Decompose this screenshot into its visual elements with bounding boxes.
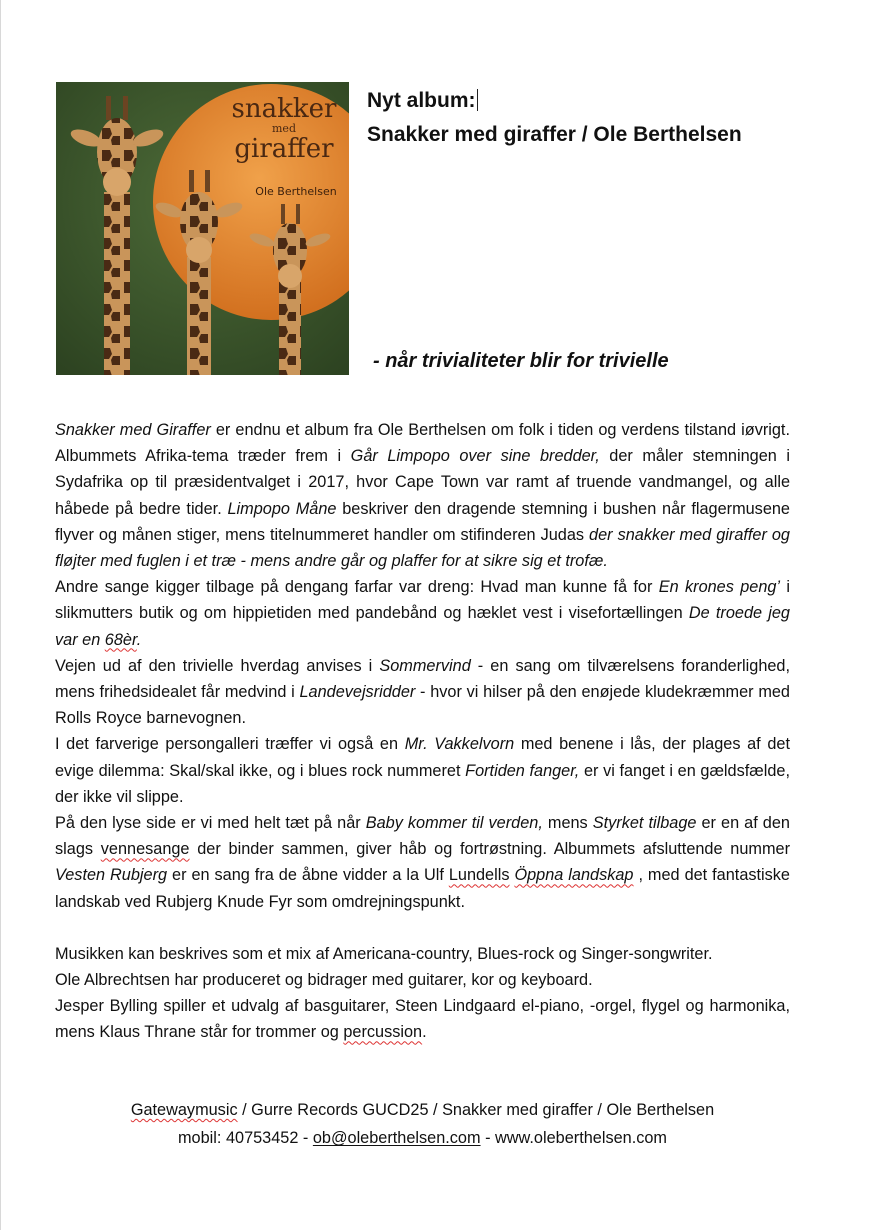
text-run: En krones peng’ bbox=[658, 578, 781, 597]
text-run: . bbox=[136, 630, 142, 649]
text-run: Andre sange kigger tilbage på dengang farfar var dreng: Hvad man kunne få for bbox=[55, 578, 659, 597]
paragraph-gap bbox=[55, 915, 790, 941]
text-run: mens bbox=[542, 814, 593, 833]
text-run: er endnu et album fra Ole Berthelsen om folk i tiden og verdens tilstand iøvrigt. Albummets Afrika-tema træder frem i bbox=[55, 421, 790, 466]
cover-title-line2: giraffer bbox=[234, 134, 334, 164]
album-cover-image bbox=[56, 82, 349, 375]
footer-label: Gatewaymusic bbox=[130, 1101, 238, 1119]
text-run: Landevejsridder bbox=[299, 683, 416, 702]
cover-title-line1: snakker bbox=[231, 94, 337, 124]
text-run: Lundells bbox=[448, 866, 510, 885]
text-run: I det farverige persongalleri træffer vi også en bbox=[55, 735, 405, 754]
text-run: Sommervind bbox=[379, 656, 471, 675]
text-run: Öppna landskap bbox=[514, 866, 634, 885]
body-paragraph bbox=[55, 653, 790, 732]
text-run: Musikken kan beskrives som et mix af Americana-country, Blues-rock og Singer-songwriter. bbox=[55, 944, 713, 963]
text-run: Vesten Rubjerg bbox=[55, 866, 168, 885]
text-run: med benene i lås, der plages af det evige dilemma: Skal/skal ikke, og i blues rock nummeret bbox=[55, 735, 790, 780]
text-run: De troede jeg var en bbox=[55, 604, 790, 649]
text-cursor bbox=[477, 89, 478, 111]
body-paragraph bbox=[55, 574, 790, 653]
body-paragraph bbox=[55, 967, 790, 993]
title-block bbox=[367, 84, 742, 152]
text-run: Styrket tilbage bbox=[592, 814, 697, 833]
cover-title-small: med bbox=[272, 122, 296, 135]
text-run: - hvor vi hilser på den enøjede kludekræmmer med Rolls Royce barnevognen. bbox=[55, 683, 790, 728]
footer-line-1: Gatewaymusic / Gurre Records GUCD25 / Snakker med giraffer / Ole Berthelsen bbox=[130, 1101, 715, 1119]
body-paragraph bbox=[55, 941, 790, 967]
text-run: Jesper Bylling spiller et udvalg af basguitarer, Steen Lindgaard el-piano, -orgel, flygel og harmonika, mens Klaus Thrane står for trommer og bbox=[55, 997, 790, 1042]
text-run: 68èr bbox=[104, 630, 137, 649]
footer-line-2: mobil: 40753452 - ob@oleberthelsen.com - www.oleberthelsen.com bbox=[178, 1129, 667, 1147]
text-run: Ole Albrechtsen har produceret og bidrager med guitarer, kor og keyboard. bbox=[55, 971, 593, 990]
text-run: er vi fanget i en gældsfælde, der ikke vil slippe. bbox=[55, 761, 790, 806]
text-run: vennesange bbox=[100, 840, 190, 859]
text-run: i slikmutters butik og om hippietiden med pandebånd og hæklet vest i visefortællingen bbox=[55, 578, 791, 623]
footer bbox=[55, 1096, 790, 1152]
text-run: Snakker med Giraffer bbox=[55, 421, 211, 439]
text-run: Fortiden fanger, bbox=[465, 761, 580, 780]
cover-artist: Ole Berthelsen bbox=[255, 185, 337, 198]
tagline: - når trivialiteter blir for trivielle bbox=[373, 350, 669, 372]
text-run: - en sang om tilværelsens foranderlighed, mens frihedsidealet får medvind i bbox=[55, 656, 791, 702]
header-line-1[interactable]: Nyt album: bbox=[367, 89, 476, 112]
text-run: der binder sammen, giver håb og fortrøstning. Albummets afsluttende nummer bbox=[189, 840, 790, 859]
text-run: der måler stemningen i Sydafrika op til præsidentvalget i 2017, hvor Cape Town var ramt af truende vandmangel, og alle håbede på bedre tider. bbox=[55, 447, 790, 518]
text-run: Baby kommer til verden, bbox=[365, 814, 543, 833]
body-text bbox=[55, 417, 790, 1046]
text-run: . bbox=[422, 1023, 427, 1042]
text-run: Vejen ud af den trivielle hverdag anvises i bbox=[55, 656, 380, 675]
text-run: er en sang fra de åbne vidder a la Ulf bbox=[167, 866, 449, 885]
header-line-2: Snakker med giraffer / Ole Berthelsen bbox=[367, 123, 742, 146]
text-run: Går Limpopo over sine bredder, bbox=[350, 447, 600, 466]
text-run: , med det fantastiske landskab ved Rubjerg Knude Fyr som omdrejningspunkt. bbox=[55, 866, 790, 911]
text-run: er en af den slags bbox=[55, 814, 790, 859]
body-paragraph bbox=[55, 993, 790, 1045]
body-paragraph bbox=[55, 731, 790, 810]
text-run: Mr. Vakkelvorn bbox=[404, 735, 515, 754]
body-paragraph bbox=[55, 810, 790, 915]
text-run: percussion bbox=[343, 1023, 423, 1042]
body-paragraph bbox=[55, 417, 790, 574]
text-run: beskriver den dragende stemning i bushen når flagermusene flyver og månen stiger, mens titelnummeret handler om stifinderen Judas bbox=[55, 499, 790, 544]
text-run: På den lyse side er vi med helt tæt på når bbox=[55, 814, 366, 833]
text-run: Limpopo Måne bbox=[227, 499, 337, 518]
text-run: der snakker med giraffer og fløjter med fuglen i et træ - mens andre går og plaffer for at sikre sig et trofæ. bbox=[55, 525, 790, 571]
email-link[interactable]: ob@oleberthelsen.com bbox=[312, 1129, 481, 1147]
